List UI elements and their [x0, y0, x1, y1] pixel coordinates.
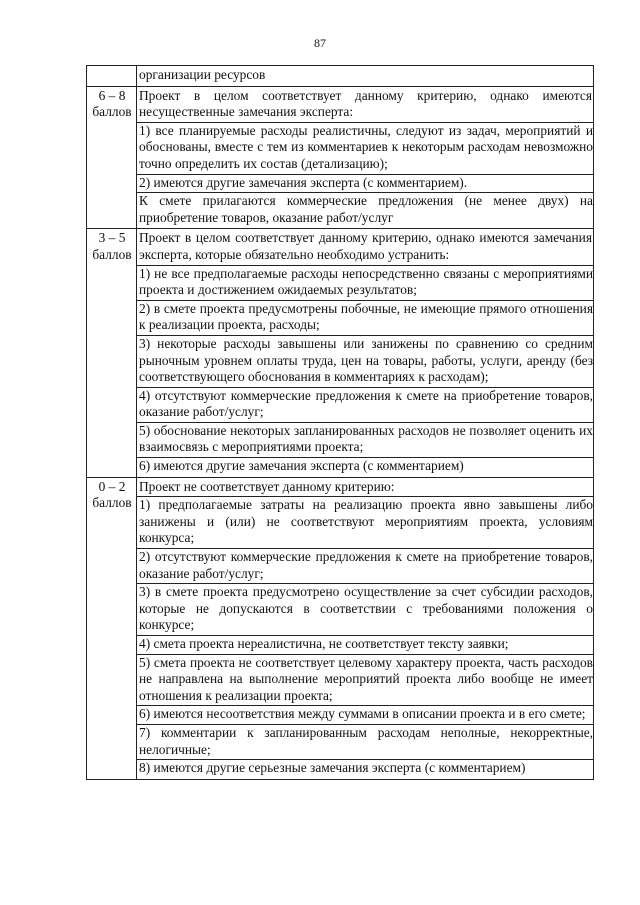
criterion-line: 1) все планируемые расходы реалистичны, следуют из задач, мероприятий и обоснованы, вместе с тем из комментариев к некоторым расходам невозможно точно определить их состав (детализацию);	[137, 122, 593, 174]
criterion-line: 1) не все предполагаемые расходы непосредственно связаны с мероприятиями проекта и достижением ожидаемых результатов;	[137, 265, 593, 300]
criterion-line: 8) имеются другие серьезные замечания эксперта (с комментарием)	[137, 759, 593, 778]
description-cell	[137, 66, 594, 87]
criterion-line: 7) комментарии к запланированным расходам неполные, некорректные, нелогичные;	[137, 724, 593, 759]
criterion-line: К смете прилагаются коммерческие предложения (не менее двух) на приобретение товаров, оказание работ/услуг	[137, 192, 593, 227]
description-cell	[137, 229, 594, 477]
score-cell: 0 – 2 баллов	[87, 477, 137, 779]
criterion-line: 6) имеются несоответствия между суммами в описании проекта и в его смете;	[137, 705, 593, 724]
criterion-line: 6) имеются другие замечания эксперта (с комментарием)	[137, 457, 593, 476]
criterion-line: 5) смета проекта не соответствует целевому характеру проекта, часть расходов не направлена на выполнение мероприятий проекта либо вообще не имеет отношения к реализации проекта;	[137, 654, 593, 706]
score-cell: 6 – 8 баллов	[87, 86, 137, 229]
criterion-line: Проект не соответствует данному критерию:	[139, 478, 395, 494]
description-cell	[137, 86, 594, 229]
criterion-line: 2) отсутствуют коммерческие предложения к смете на приобретение товаров, оказание работ/услуг;	[137, 548, 593, 583]
criteria-row	[87, 66, 594, 87]
criteria-row	[87, 229, 594, 477]
criteria-row	[87, 86, 594, 229]
criterion-line: 4) смета проекта нереалистична, не соответствует тексту заявки;	[137, 635, 593, 654]
criterion-line: 5) обоснование некоторых запланированных расходов не позволяет оценить их взаимосвязь с мероприятиями проекта;	[137, 422, 593, 457]
criterion-line: 3) некоторые расходы завышены или занижены по сравнению со средним рыночным уровнем оплаты труда, цен на товары, работы, услуги, аренду (без соответствующего обоснования в комментариях к расходам);	[137, 335, 593, 387]
page-number: 87	[314, 36, 326, 50]
score-cell: 3 – 5 баллов	[87, 229, 137, 477]
criteria-table	[86, 65, 594, 780]
criterion-line: 1) предполагаемые затраты на реализацию проекта явно завышены либо занижены и (или) не соответствуют мероприятиям проекта, условиям конкурса;	[137, 496, 593, 548]
criterion-line: 3) в смете проекта предусмотрено осуществление за счет субсидии расходов, которые не допускаются в соответствии с требованиями положения о конкурсе;	[137, 583, 593, 635]
criterion-line: Проект в целом соответствует данному критерию, однако имеются замечания эксперта, которые обязательно необходимо устранить:	[139, 230, 592, 262]
criterion-line: 4) отсутствуют коммерческие предложения к смете на приобретение товаров, оказание работ/услуг;	[137, 387, 593, 422]
criteria-row	[87, 477, 594, 779]
criterion-line: 2) в смете проекта предусмотрены побочные, не имеющие прямого отношения к реализации проекта, расходы;	[137, 300, 593, 335]
score-cell	[87, 66, 137, 87]
description-cell	[137, 477, 594, 779]
criterion-line: Проект в целом соответствует данному критерию, однако имеются несущественные замечания эксперта:	[139, 87, 592, 120]
criterion-line: организации ресурсов	[139, 67, 266, 82]
criterion-line: 2) имеются другие замечания эксперта (с комментарием).	[137, 174, 593, 193]
